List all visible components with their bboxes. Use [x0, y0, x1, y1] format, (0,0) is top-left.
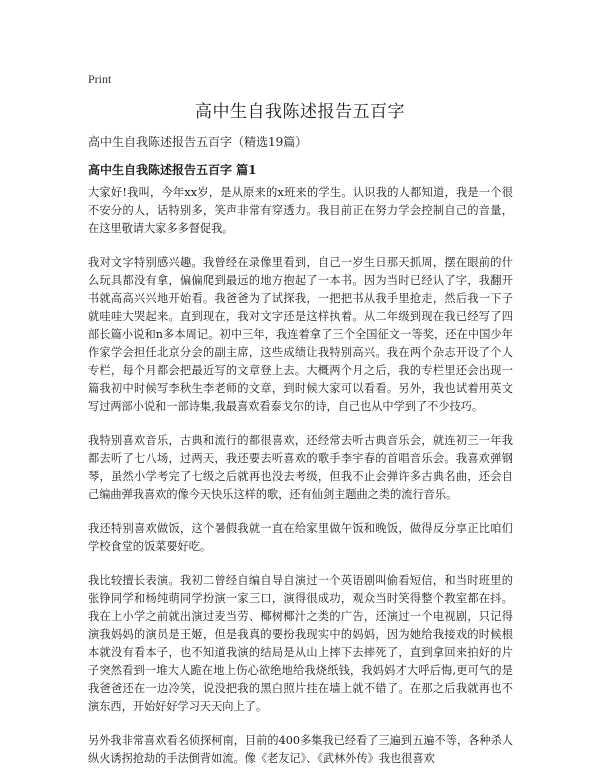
paragraph-cooking: 我还特别喜欢做饭，这个暑假我就一直在给家里做午饭和晚饭，做得反分享正比咱们学校食堂的饭菜要好吃。: [88, 522, 513, 553]
document-title: 高中生自我陈述报告五百字: [195, 102, 405, 122]
article-body: [88, 184, 513, 768]
paragraph-music: 我特别喜欢音乐，古典和流行的都很喜欢，还经常去听古典音乐会，就连初三一年我都去听了七八场，过两天，我还要去听喜欢的歌手李宇春的首唱音乐会。我喜欢弹钢琴，虽然小学考完了七级之后就再也没去考级，但我不止会弹许多古典名曲，还会自己编曲弹我喜欢的像今天快乐这样的歌，还有仙剑主题曲之类的流行音乐。: [88, 434, 513, 501]
paragraph-writing: 我对文字特别感兴趣。我曾经在录像里看到，自己一岁生日那天抓周，摆在眼前的什么玩具都没有拿，偏偏爬到最远的地方抱起了一本书。因为当时已经认了字，我翻开书就高高兴兴地开始看。我爸爸为了试探我，一把把书从我手里抢走，然后我一下子就哇哇大哭起来。直到现在，我对文字还是这样执着。从二年级到现在我已经写了四部长篇小说和n多本周记。初中三年，我连着拿了三个全国征文一等奖，还在中国少年作家学会担任北京分会的副主席，这些成绩让我特别高兴。我在两个杂志开设了个人专栏，每个月都会把最近写的文章登上去。大概两个月之后，我的专栏里还会出现一篇我初中时候写李秋生李老师的文章，到时候大家可以看看。另外，我也试着用英文写过两部小说和一部诗集,我最喜欢看泰戈尔的诗，自己也从中学到了不少技巧。: [88, 256, 513, 413]
print-link[interactable]: Print: [88, 72, 112, 86]
section-title: 高中生自我陈述报告五百字 篇1: [88, 163, 257, 177]
paragraph-intro: 大家好!我叫，今年xx岁，是从原来的x班来的学生。认识我的人都知道，我是一个很不安分的人，话特别多，笑声非常有穿透力。我目前正在努力学会控制自己的音量，在这里敬请大家多多督促我。: [88, 186, 513, 235]
paragraph-acting: 我比较擅长表演。我初二曾经自编自导自演过一个英语剧叫偷看短信，和当时班里的张铮同学和杨纯萌同学扮演一家三口，演得很成功，观众当时笑得整个教室都在抖。我在上小学之前就出演过麦当劳、椰树椰汁之类的广告，还演过一个电视剧，只记得演我妈妈的演员是王姬，但是我真的要扮我现实中的妈妈，因为她给我接戏的时候根本就没有看本子，也不知道我演的结局是从山上摔下去摔死了，直到拿回来拍好的片子突然看到一堆大人跪在地上伤心欲绝地给我烧纸钱，我妈妈才大呼后悔,更可气的是我爸爸还在一边冷笑，说没把我的黑白照片挂在墙上就不错了。在那之后我就再也不演东西，开始好好学习天天向上了。: [88, 574, 513, 713]
paragraph-hobbies: 另外我非常喜欢看名侦探柯南，目前的400多集我已经看了三遍到五遍不等，各种杀人纵火诱拐抢劫的手法倒背如流。像《老友记》、《武林外传》我也很喜欢: [88, 734, 513, 765]
document-subtitle: 高中生自我陈述报告五百字（精选19篇）: [88, 135, 308, 149]
